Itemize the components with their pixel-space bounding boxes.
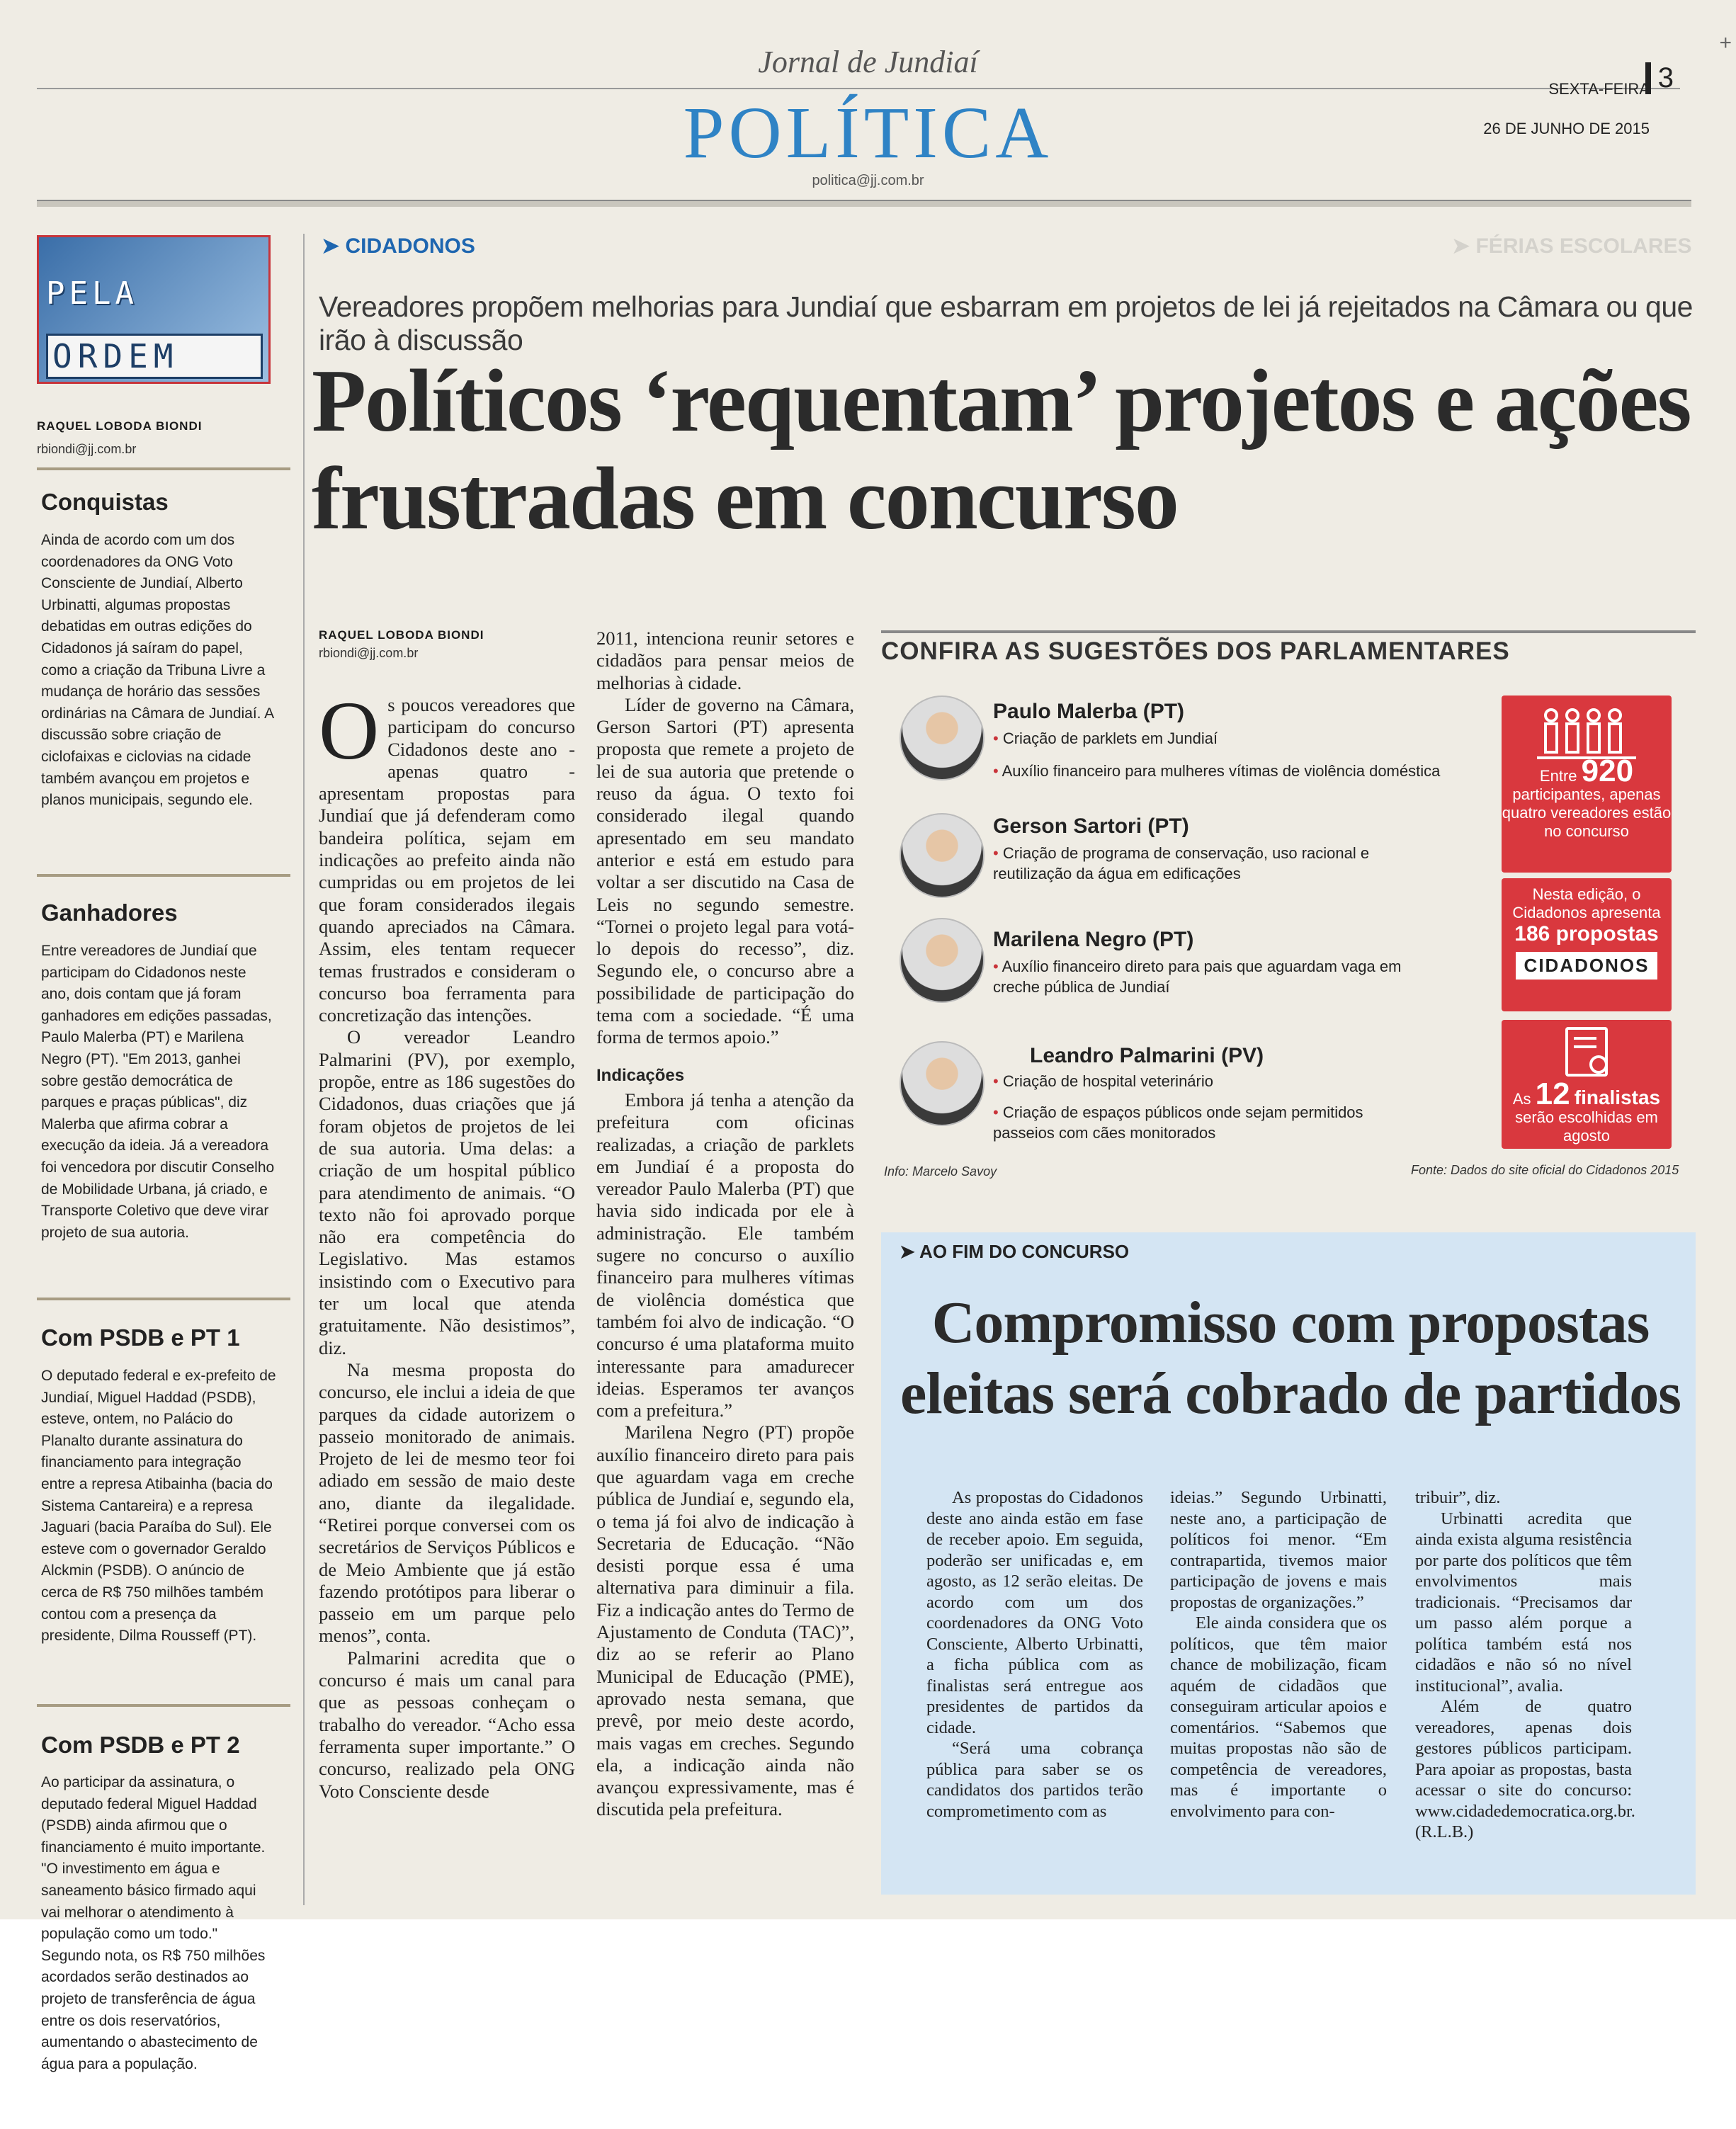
person-name: Paulo Malerba (PT) <box>993 700 1185 723</box>
article-column-1 <box>319 684 575 1802</box>
article-paragraph: Líder de governo na Câmara, Gerson Sartori (PT) apresenta proposta que remete a projeto de lei de sua autoria que pretende o reuso da água. O texto foi considerado ilegal quando apresentado em seu mandato anterior e está em estudo para voltar a ser discutido na Casa de Leis no segundo semestre. “Tornei o projeto legal para votá-lo depois do recesso”, diz. Segundo ele, o concurso abre a possibilidade de participação do tema com a sociedade. “É uma forma de termos apoio.” <box>596 693 854 1048</box>
article-paragraph: Os poucos vereadores que participam do concurso Cidadonos deste ano - apenas quatro - apresentam propostas para Jundiaí que já defenderam como bandeira política, sejam em indicações ao prefeito ainda não cumpridas ou em projetos de lei que foram considerados ilegais quando apreciados na Câmara. Assim, eles tentam requecer temas frustrados e consideram o concurso boa ferramenta para concretização das intenções. <box>319 684 575 1026</box>
column-divider <box>37 1704 290 1707</box>
sidebar-column-3 <box>1415 1487 1635 1843</box>
suggestions-title: CONFIRA AS SUGESTÕES DOS PARLAMENTARES <box>881 637 1510 665</box>
column-section-title: Ganhadores <box>41 899 178 926</box>
column-section-text: Entre vereadores de Jundiaí que participam do Cidadonos neste ano, dois contam que já foram ganhadores em edições passadas, Paulo Malerba (PT) e Marilena Negro (PT). "Em 2013, ganhei sobre gestão democrática de parques e praças públicas", diz Malerba que afirma cobrar a execução da ideia. Já a vereadora foi vencedora por discutir Conselho de Mobilidade Urbana, já criado, e Transporte Coletivo que deve virar projeto de sua autoria. <box>41 943 275 1241</box>
person-name: Leandro Palmarini (PV) <box>1030 1044 1264 1067</box>
column-logo <box>37 235 271 384</box>
sidebar-kicker-text: AO FIM DO CONCURSO <box>919 1241 1130 1262</box>
person-proposal: • Criação de programa de conservação, uso racional e reutilização da água em edificações <box>993 844 1370 882</box>
sidebar-column-2 <box>1170 1487 1387 1822</box>
sidebar-paragraph: tribuir”, diz. <box>1415 1488 1501 1507</box>
article-paragraph: Na mesma proposta do concurso, ele inclui a ideia de que parques da cidade autorizem o passeio monitorado de animais. Projeto de lei de mesmo teor foi adiado em sessão de maio deste ano, diante da ilegalidade. “Retirei porque conversei com os secretários de Serviços Públicos e de Meio Ambiente que já estão fazendo protótipos para liberar o passeio em um parque pelo menos”, conta. <box>319 1358 575 1647</box>
column-rule <box>303 234 305 1905</box>
info-source: Fonte: Dados do site oficial do Cidadonos 2015 <box>1411 1163 1679 1177</box>
column-divider <box>37 467 290 470</box>
stat-number: 920 <box>1581 754 1634 788</box>
stat-line: participantes, apenas quatro vereadores estão no concurso <box>1502 785 1672 840</box>
section-email: politica@jj.com.br <box>812 173 924 188</box>
article-paragraph: O vereador Leandro Palmarini (PV), por exemplo, propõe, entre as 186 sugestões do Cidadonos, duas criações que já foram objetos de projetos de lei de sua autoria. Uma delas: a criação de um hospital público para atendimento de animais. “O texto não foi aprovado porque não era competência do Legislativo. Mas estamos insistindo com o Executivo para ter um local que atenda gratuitamente. Não desistimos”, diz. <box>319 1026 575 1358</box>
column-section-title: Conquistas <box>41 489 169 515</box>
stat-box-proposals <box>1502 878 1672 1011</box>
person-proposal: • Criação de espaços públicos onde sejam permitidos passeios com cães monitorados <box>993 1103 1363 1142</box>
column-section-title: Com PSDB e PT 1 <box>41 1324 240 1351</box>
sidebar-headline: Compromisso com propostas eleitas será cobrado de partidos <box>900 1290 1681 1426</box>
article-paragraph: 2011, intenciona reunir setores e cidadãos para pensar meios de melhorias à cidade. <box>596 628 854 693</box>
stat-box-participants <box>1502 696 1672 873</box>
article-subtitle: Indicações <box>596 1065 685 1085</box>
column-logo-bottom: ORDEM <box>46 334 263 379</box>
column-section-text: Ao participar da assinatura, o deputado federal Miguel Haddad (PSDB) ainda afirmou que o financiamento é muito importante. "O investimento em água e saneamento básico firmado aqui vai melhorar o atendimento à população como um todo." Segundo nota, os R$ 750 milhões acordados serão destinados ao projeto de transferência de água entre os dois reservatórios, aumentando o abastecimento de água para a população. <box>41 1774 266 2072</box>
bleed-kicker: ➤ FÉRIAS ESCOLARES <box>1452 234 1692 258</box>
weekday: SEXTA-FEIRA <box>1548 80 1650 98</box>
column-section-title: Com PSDB e PT 2 <box>41 1732 240 1758</box>
person-proposal: • Criação de parklets em Jundiaí <box>993 729 1218 747</box>
article-headline: Políticos ‘requentam’ projetos e ações frustradas em concurso <box>312 352 1691 548</box>
column-author: RAQUEL LOBODA BIONDI <box>37 419 203 433</box>
stat-line: Entre 920 <box>1539 754 1634 788</box>
people-icon <box>1537 703 1636 759</box>
person-proposal: • Auxílio financeiro para mulheres vítimas de violência doméstica <box>993 762 1441 780</box>
article-kicker: ➤ CIDADONOS <box>322 234 475 258</box>
stat-box-finalists <box>1502 1020 1672 1149</box>
stat-line: serão escolhidas em agosto <box>1515 1108 1658 1145</box>
header-rule <box>37 88 1680 89</box>
person-name: Marilena Negro (PT) <box>993 928 1194 951</box>
opinion-column <box>37 212 290 2072</box>
article-paragraph: Marilena Negro (PT) propõe auxílio financeiro direto para pais que aguardam vaga em creche pública de Jundiaí e, segundo ela, o tema já foi alvo de indicação à Secretaria de Educação. “Não desisti porque essa é uma alternativa para diminuir a fila. Fiz a indicação antes do Termo de Ajustamento de Conduta (TAC)”, diz ao se referir ao Plano Municipal de Educação (PME), aprovado nesta semana, que prevê, por meio deste acordo, mais vagas em creches. Segundo ela, a indicação ainda não avançou expressivamente, mas é discutida pela prefeitura. <box>596 1421 854 1820</box>
column-logo-top: PELA <box>46 276 138 312</box>
sidebar-paragraph: Urbinatti acredita que ainda exista alguma resistência por parte dos políticos que têm envolvimentos mais tradicionais. “Precisamos dar um passo além porque a política também está nos cidadãos e não só no nível institucional”, avalia. <box>1415 1509 1632 1696</box>
person-photo <box>900 696 985 780</box>
dropcap: O <box>319 684 380 777</box>
suggestions-rule <box>881 630 1696 633</box>
article-column-2 <box>596 628 854 1821</box>
cidadonos-logo: CIDADONOS <box>1516 952 1657 980</box>
sidebar-paragraph: Além de quatro vereadores, apenas dois gestores públicos participam. Para apoiar as propostas, basta acessar o site do concurso: www.cidadedemocratica.org.br. (R.L.B.) <box>1415 1697 1635 1841</box>
sidebar-column-1 <box>926 1487 1143 1822</box>
document-check-icon <box>1565 1027 1608 1077</box>
article-byline: RAQUEL LOBODA BIONDI <box>319 628 484 642</box>
sidebar-paragraph: “Será uma cobrança pública para saber se os candidatos dos partidos terão comprometimento com as <box>926 1739 1143 1821</box>
column-divider <box>37 874 290 877</box>
date: 26 DE JUNHO DE 2015 <box>1483 120 1650 137</box>
article-kicker-text: CIDADONOS <box>345 234 475 258</box>
sidebar-kicker: ➤ AO FIM DO CONCURSO <box>900 1241 1130 1262</box>
stat-line: As 12 finalistas <box>1512 1077 1661 1111</box>
section-title: POLÍTICA <box>683 92 1053 174</box>
article-subhead: Vereadores propõem melhorias para Jundiaí que esbarram em projetos de lei já rejeitados na Câmara ou que irão à discussão <box>319 290 1693 356</box>
column-section-text: O deputado federal e ex-prefeito de Jundiaí, Miguel Haddad (PSDB), esteve, ontem, no Palácio do Planalto durante assinatura do financiamento para integração entre a represa Atibainha (bacia do Sistema Cantareira) e a represa Jaguari (bacia Paraíba do Sul). Ele esteve com o governador Geraldo Alckmin (PSDB). O anúncio de cerca de R$ 750 milhões também contou com a presença da presidente, Dilma Rousseff (PT). <box>41 1368 276 1645</box>
column-section-text: Ainda de acordo com um dos coordenadores da ONG Voto Consciente de Jundiaí, Alberto Urbinatti, algumas propostas debatidas em outras edições do Cidadonos já saíram do papel, como a criação da Tribuna Livre a mudança de horário das sessões ordinárias na Câmara de Jundiaí. A discussão sobre criação de ciclofaixas e ciclovias na cidade também avançou em projetos e planos municipais, segundo ele. <box>41 532 274 809</box>
date-block <box>1483 69 1650 149</box>
sidebar-paragraph: ideias.” Segundo Urbinatti, neste ano, a participação de políticos foi menor. “Em contrapartida, tivemos maior participação de jovens e mais propostas de organizações.” <box>1170 1488 1387 1612</box>
stat-number: 186 propostas <box>1514 922 1659 946</box>
page-number: 3 <box>1645 62 1674 94</box>
sidebar-paragraph: Ele ainda considera que os políticos, que têm maior chance de mobilização, ficam aquém de cidadãos que conseguiram articular apoios e comentários. “Sabemos que muitas propostas não são de competência de vereadores, mas é importante o envolvimento para con- <box>1170 1613 1387 1821</box>
person-photo <box>900 918 985 1003</box>
column-email: rbiondi@jj.com.br <box>37 442 137 456</box>
person-proposal: • Auxílio financeiro direto para pais que aguardam vaga em creche pública de Jundiaí <box>993 958 1402 996</box>
crop-mark: + <box>1719 31 1732 55</box>
article-paragraph: Embora já tenha a atenção da prefeitura com oficinas realizadas, a criação de parklets em Jundiaí é a proposta do vereador Paulo Malerba (PT) que havia sido indicada por ele à administração. Ele também sugere no concurso o auxílio financeiro para mulheres vítimas de violência doméstica que também foi alvo de indicação. “O concurso é uma plataforma muito interessante para amadurecer ideias. Esperamos ter avanços com a prefeitura.” <box>596 1089 854 1421</box>
stat-number: 12 <box>1535 1077 1570 1111</box>
sidebar-paragraph: As propostas do Cidadonos deste ano ainda estão em fase de receber apoio. Em seguida, poderão ser unificadas e, em agosto, as 12 serão eleitas. De acordo com um dos coordenadores da ONG Voto Consciente, Alberto Urbinatti, a ficha pública com as finalistas será entregue aos presidentes de partidos da cidade. <box>926 1488 1143 1737</box>
person-photo <box>900 813 985 898</box>
person-proposal: • Criação de hospital veterinário <box>993 1072 1213 1090</box>
article-paragraph: Palmarini acredita que o concurso é mais um canal para que as pessoas conheçam o trabalho do vereador. “Acho essa ferramenta super importante.” O concurso, realizado pela ONG Voto Consciente desde <box>319 1647 575 1802</box>
person-name: Gerson Sartori (PT) <box>993 814 1189 838</box>
article-email: rbiondi@jj.com.br <box>319 646 419 660</box>
bleed-kicker-text: FÉRIAS ESCOLARES <box>1475 234 1692 258</box>
column-divider <box>37 1298 290 1300</box>
info-credit: Info: Marcelo Savoy <box>884 1164 997 1179</box>
top-band <box>37 200 1691 207</box>
stat-line: Nesta edição, o Cidadonos apresenta <box>1512 885 1661 921</box>
paper-name: Jornal de Jundiaí <box>758 45 978 79</box>
person-photo <box>900 1041 985 1126</box>
